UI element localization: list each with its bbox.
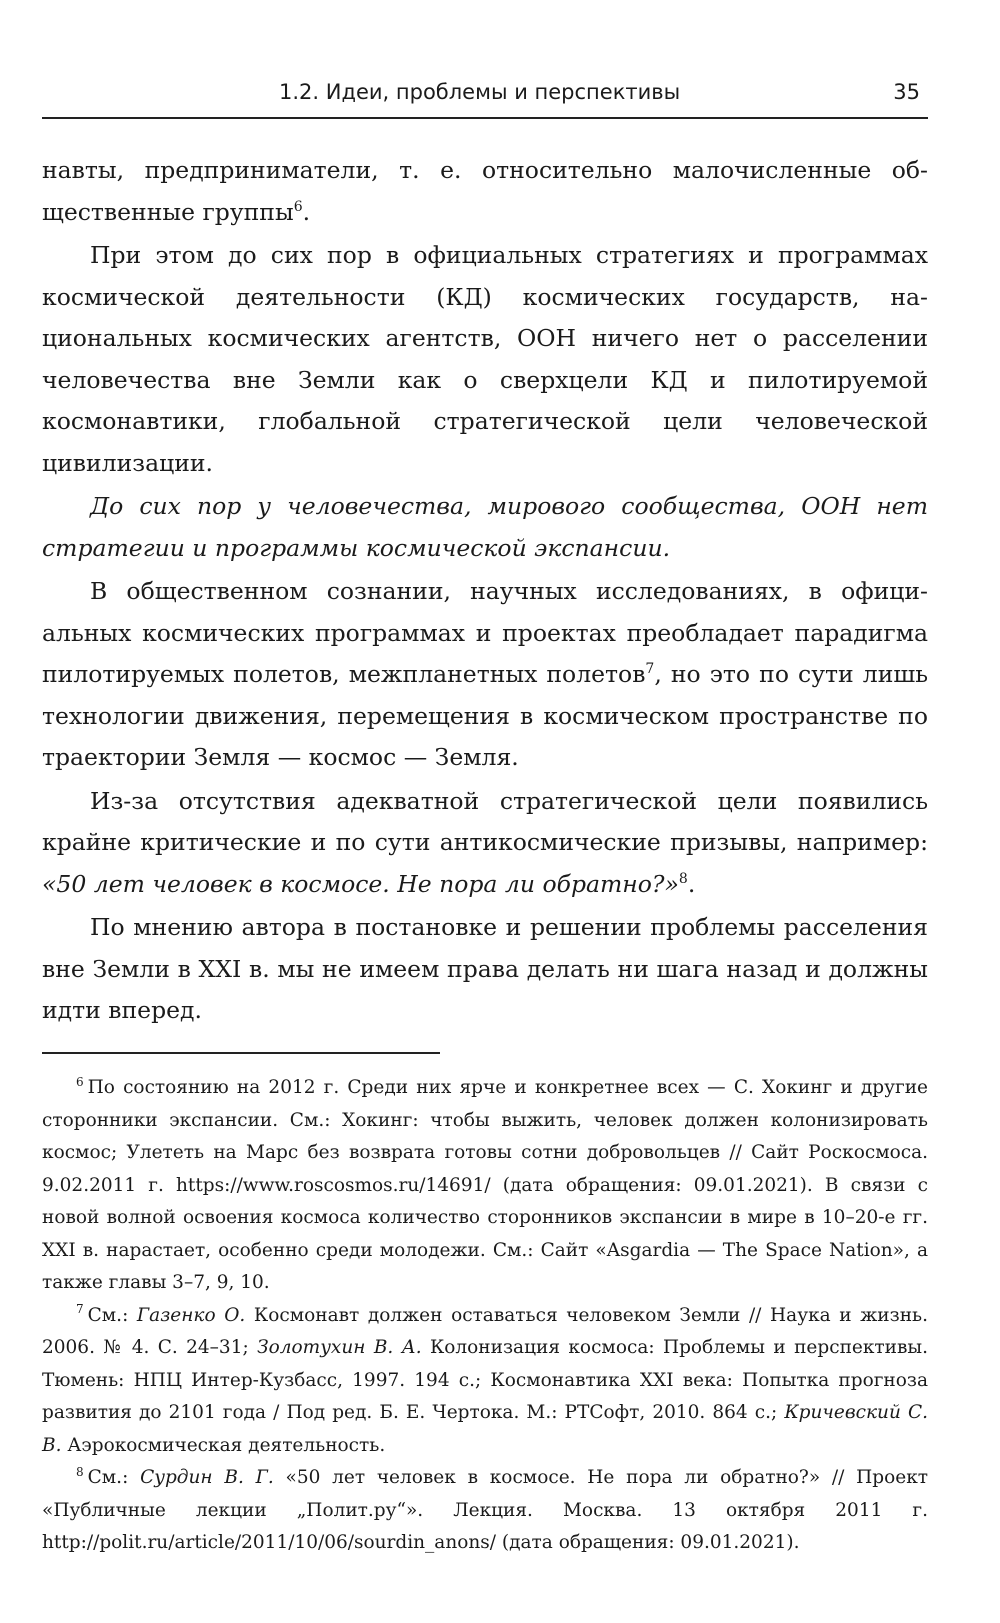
paragraph-4: В общественном сознании, научных исследованиях, в официальных космических программах и проектах преобладает парадигма пилотируемых полетов, межпланетных полетов$^7$, но это по сути лишь технологии движения, перемещения в космическом пространстве по траектории Земля — космос — Земля. <box>42 577 928 771</box>
footnote-number: 7 <box>76 1302 84 1317</box>
footnote-6: $^6$ По состоянию на 2012 г. Среди них ярче и конкретнее всех — С. Хокинг и другие сторонники экспансии. См.: Хокинг: чтобы выжить, человек должен колонизировать космос; Улететь на Марс без возврата готовы сотни добровольцев // Сайт Роскосмоса. 9.02.2011 г. https://www.roscosmos.ru/14691/ (дата обращения: 09.01.2021). В связи с новой волной освоения космоса количество сторонников экспансии в мире в 10–20-е гг. XXI в. нарастает, особенно среди молодежи. См.: Сайт «Asgardia — The Space Nation», а также главы 3–7, 9, 10. <box>42 1074 928 1293</box>
footnote-8: $^8$ См.: Сурдин В. Г. «50 лет человек в космосе. Не пора ли обратно?» // Проект «Публичные лекции „Полит.ру“». Лекция. Москва. 13 октября 2011 г. http://polit.ru/article/2011/10/06/sourdin_anons/ (дата обращения: 09.01.2021). <box>42 1464 928 1553</box>
page-number: 35 <box>893 80 920 104</box>
footnote-number: 8 <box>76 1464 84 1479</box>
paragraph-1: навты, предприниматели, т. е. относительно малочисленные общественные группы$^6$. <box>42 156 928 226</box>
book-page <box>42 0 928 1623</box>
paragraph-6: По мнению автора в постановке и решении проблемы расселения вне Земли в XXI в. мы не имеем права делать ни шага назад и должны идти вперед. <box>42 913 928 1024</box>
paragraph-5: Из-за отсутствия адекватной стратегической цели появились крайне критические и по сути антикосмические призывы, например: «50 лет человек в космосе. Не пора ли обратно?»$^8$. <box>42 786 928 898</box>
main-text <box>42 150 928 1034</box>
footnote-separator <box>42 1052 440 1054</box>
paragraph-2: При этом до сих пор в официальных стратегиях и программах космической деятельности (КД) космических государств, национальных космических агентств, ООН ничего нет о расселении человечества вне Земли как о сверхцели КД и пилотируемой космонавтики, глобальной стратегической цели человеческой цивилизации. <box>42 241 928 477</box>
section-title: 1.2. Идеи, проблемы и перспективы <box>279 80 681 104</box>
footnote-number: 6 <box>76 1074 84 1089</box>
header-rule <box>42 117 928 119</box>
quote: «50 лет человек в космосе. Не пора ли обратно?» <box>42 869 679 898</box>
footnotes <box>42 1072 928 1560</box>
paragraph-3-emphasis: До сих пор у человечества, мирового сообщества, ООН нет стратегии и программы космической экспансии. <box>42 492 928 562</box>
running-head <box>42 78 928 114</box>
footnote-ref-8: 8 <box>678 870 688 887</box>
footnote-7: $^7$ См.: Газенко О. Космонавт должен оставаться человеком Земли // Наука и жизнь. 2006. № 4. С. 24–31; Золотухин В. А. Колонизация космоса: Проблемы и перспективы. Тюмень: НПЦ Интер-Кузбасс, 1997. 194 с.; Космонавтика XXI века: Попытка прогноза развития до 2101 года / Под ред. Б. Е. Чертока. М.: РТСофт, 2010. 864 с.; Кричевский С. В. Аэрокосмическая деятельность. <box>42 1302 928 1456</box>
footnote-ref-7: 7 <box>645 661 655 678</box>
footnote-ref-6: 6 <box>293 198 303 215</box>
